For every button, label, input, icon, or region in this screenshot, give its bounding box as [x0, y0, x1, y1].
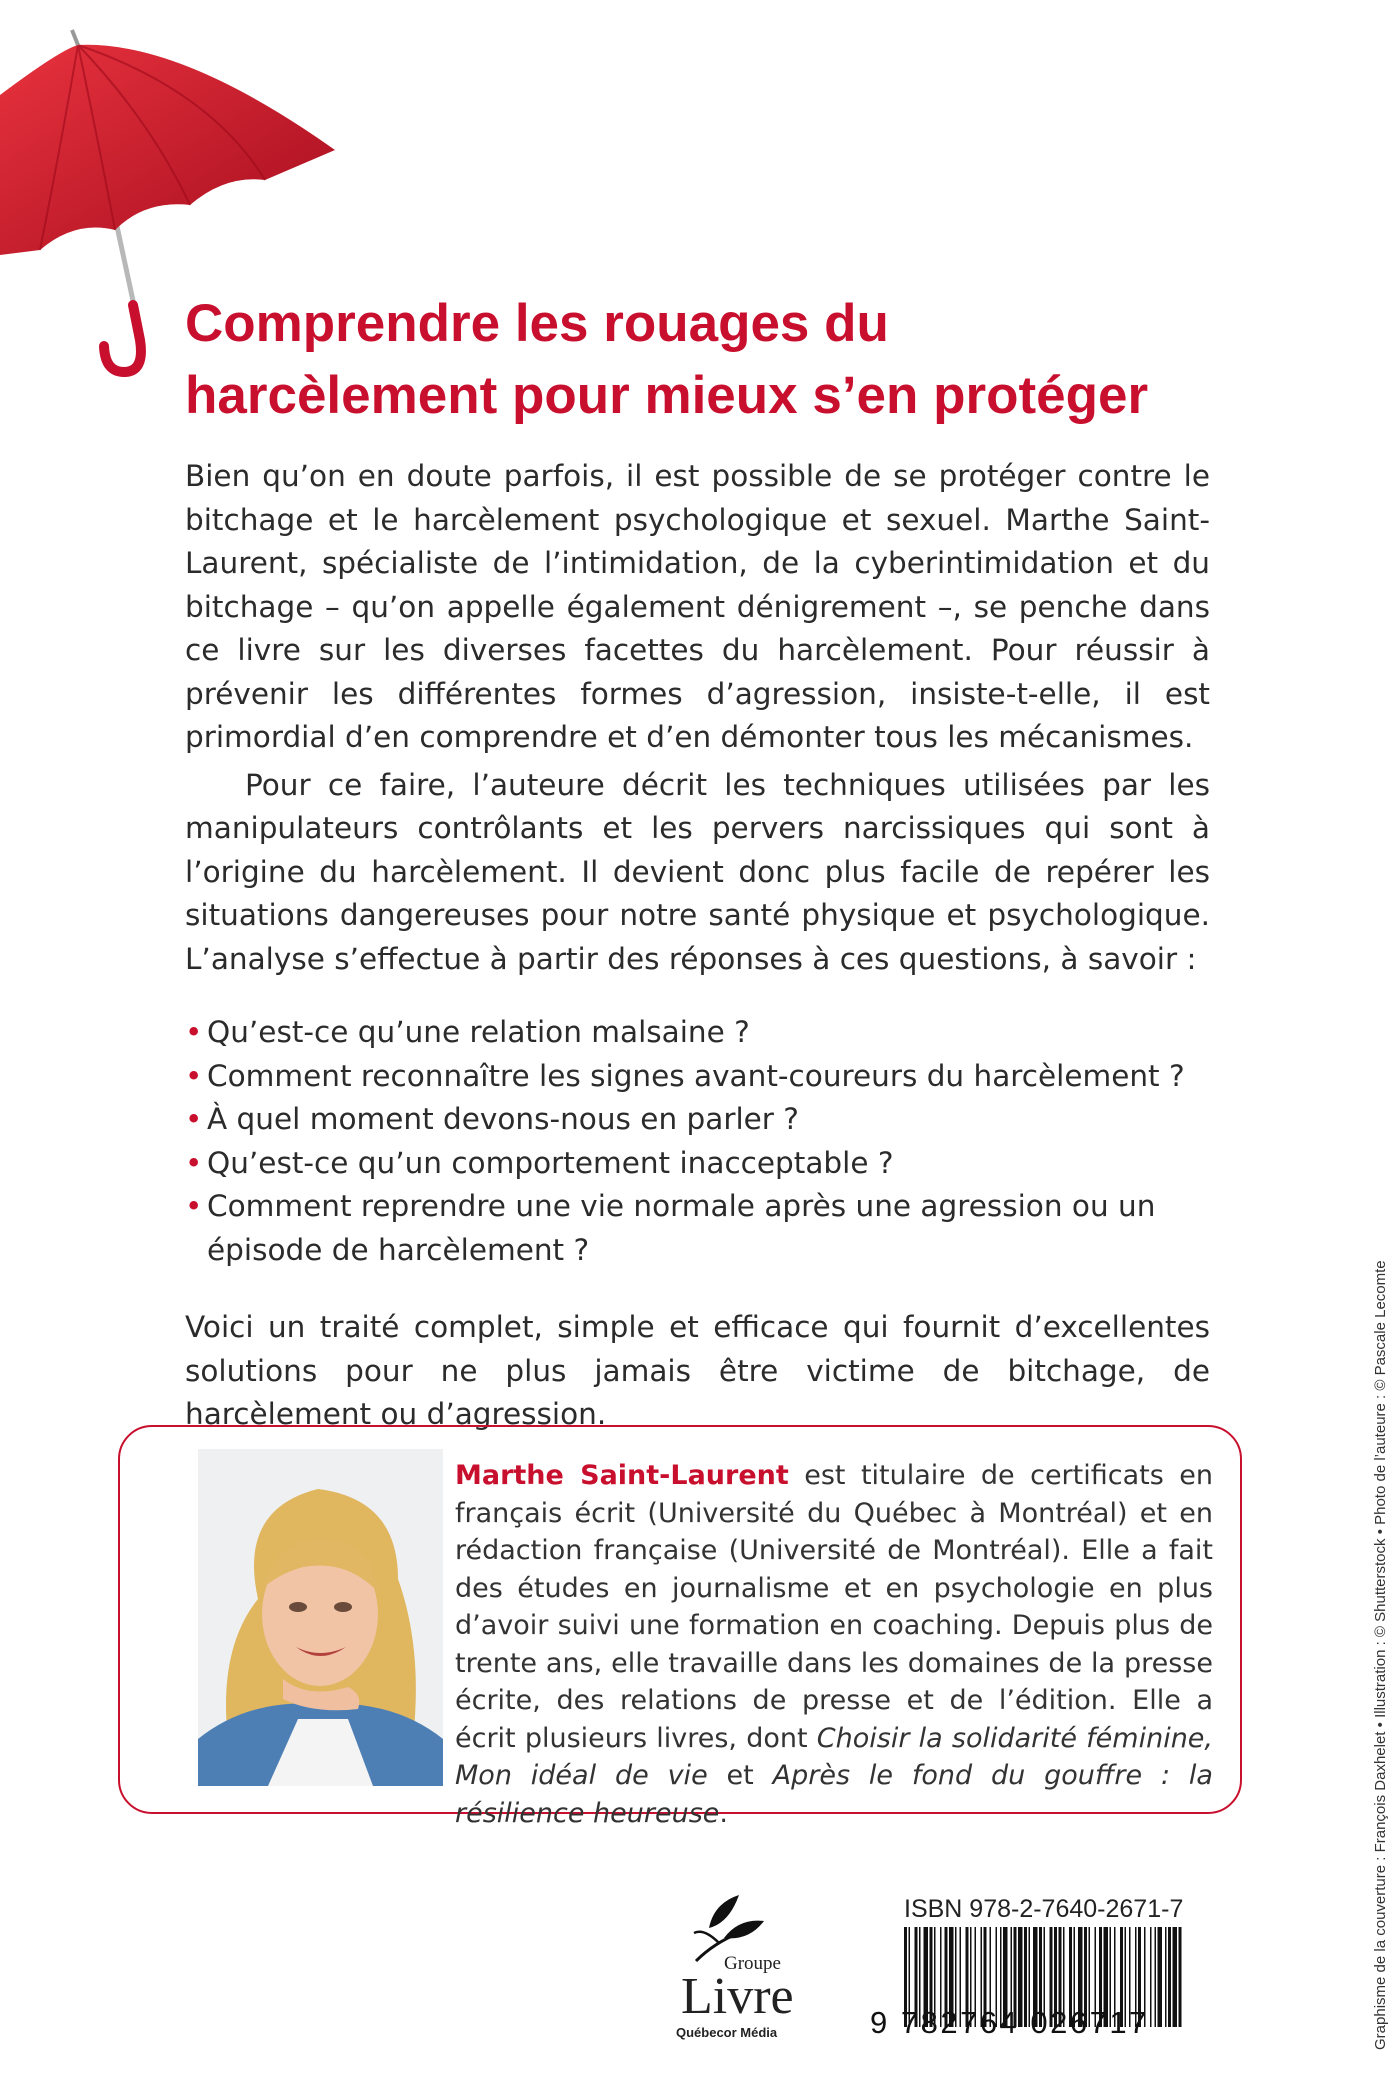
barcode-bar	[1155, 1927, 1157, 2027]
question-item	[185, 1185, 1210, 1272]
author-bio	[455, 1457, 1213, 1832]
blurb-paragraph-1: Bien qu’on en doute parfois, il est possible de se protéger contre le bitchage et le harcèlement psychologique et sexuel. Marthe Saint-Laurent, spécialiste de l’intimidation, de la cyberintimidation et du bitchage – qu’on appelle également dénigrement –, se penche dans ce livre sur les diverses facettes du harcèlement. Pour réussir à prévenir les différentes formes d’agression, insiste-t-elle, il est primordial d’en comprendre et d’en démonter tous les mécanismes.	[185, 459, 1210, 754]
blurb	[185, 455, 1210, 1437]
barcode-bar	[1165, 1927, 1167, 2027]
barcode-bar	[1179, 1927, 1182, 2027]
bullet-icon: •	[185, 1102, 203, 1136]
question-text: Qu’est-ce qu’un comportement inacceptable ?	[207, 1145, 894, 1180]
publisher-quebecor: Québecor Média	[676, 2025, 778, 2040]
author-name: Marthe Saint-Laurent	[455, 1460, 789, 1491]
barcode-bar	[1150, 1927, 1152, 2027]
headline-line-2: harcèlement pour mieux s’en protéger	[185, 366, 1149, 425]
publisher-groupe: Groupe	[724, 1953, 781, 1974]
question-item	[185, 1055, 1210, 1099]
bullet-icon: •	[185, 1015, 203, 1049]
bio-part-2: et	[707, 1760, 773, 1791]
cover-headline	[185, 288, 1285, 432]
question-text: Comment reprendre une vie normale après une agression ou un épisode de harcèlement ?	[207, 1189, 1156, 1267]
headline-line-1: Comprendre les rouages du	[185, 294, 889, 353]
question-text: À quel moment devons-nous en parler ?	[207, 1102, 799, 1136]
bio-part-1: est titulaire de certificats en français écrit (Université du Québec à Montréal) et en rédaction française (Université de Montréal). Elle a fait des études en journalisme et en psychologie en plus d’avoir suivi une formation en coaching. Depuis plus de trente ans, elle travaille dans les domaines de la presse écrite, des relations de presse et de l’édition. Elle a écrit plusieurs livres, dont	[455, 1460, 1213, 1754]
question-text: Qu’est-ce qu’une relation malsaine ?	[207, 1015, 750, 1049]
ean-digits: 9 782764 026717	[870, 2005, 1149, 2040]
question-list	[185, 1011, 1210, 1272]
bio-end: .	[719, 1797, 728, 1829]
question-text: Comment reconnaître les signes avant-coureurs du harcèlement ?	[207, 1058, 1185, 1093]
question-item	[185, 1011, 1210, 1055]
blurb-closing: Voici un traité complet, simple et efficace qui fournit d’excellentes solutions pour ne plus jamais être victime de bitchage, de harcèlement ou d’agression.	[185, 1310, 1210, 1431]
barcode-bar	[1158, 1927, 1163, 2027]
publisher-livre: Livre	[681, 1968, 794, 2025]
bullet-icon: •	[185, 1058, 203, 1093]
isbn-label: ISBN 978-2-7640-2671-7	[904, 1895, 1184, 1923]
author-photo	[198, 1449, 443, 1786]
book-title-1: Choisir la solidarité féminine, Mon idéal de vie	[455, 1722, 1213, 1791]
bullet-icon: •	[185, 1145, 203, 1180]
barcode-bar	[1173, 1927, 1178, 2027]
publisher-logo	[664, 1893, 834, 2043]
question-item	[185, 1098, 1210, 1142]
book-title-2: Après le fond du gouffre : la résilience heureuse	[455, 1760, 1213, 1829]
bullet-icon: •	[185, 1189, 203, 1223]
author-bio-box	[118, 1425, 1242, 1829]
blurb-paragraph-2: Pour ce faire, l’auteure décrit les techniques utilisées par les manipulateurs contrôlants et les pervers narcissiques qui sont à l’origine du harcèlement. Il devient donc plus facile de repérer les situations dangereuses pour notre santé physique et psychologique. L’analyse s’effectue à partir des réponses à ces questions, à savoir :	[185, 767, 1210, 976]
question-item	[185, 1142, 1210, 1186]
barcode-bar	[1168, 1927, 1171, 2027]
cover-credits: Graphisme de la couverture : François Daxhelet • Illustration : © Shutterstock • Photo de l’auteure : © Pascale Lecomte	[1372, 1260, 1389, 2050]
isbn-barcode	[868, 1895, 1193, 2055]
